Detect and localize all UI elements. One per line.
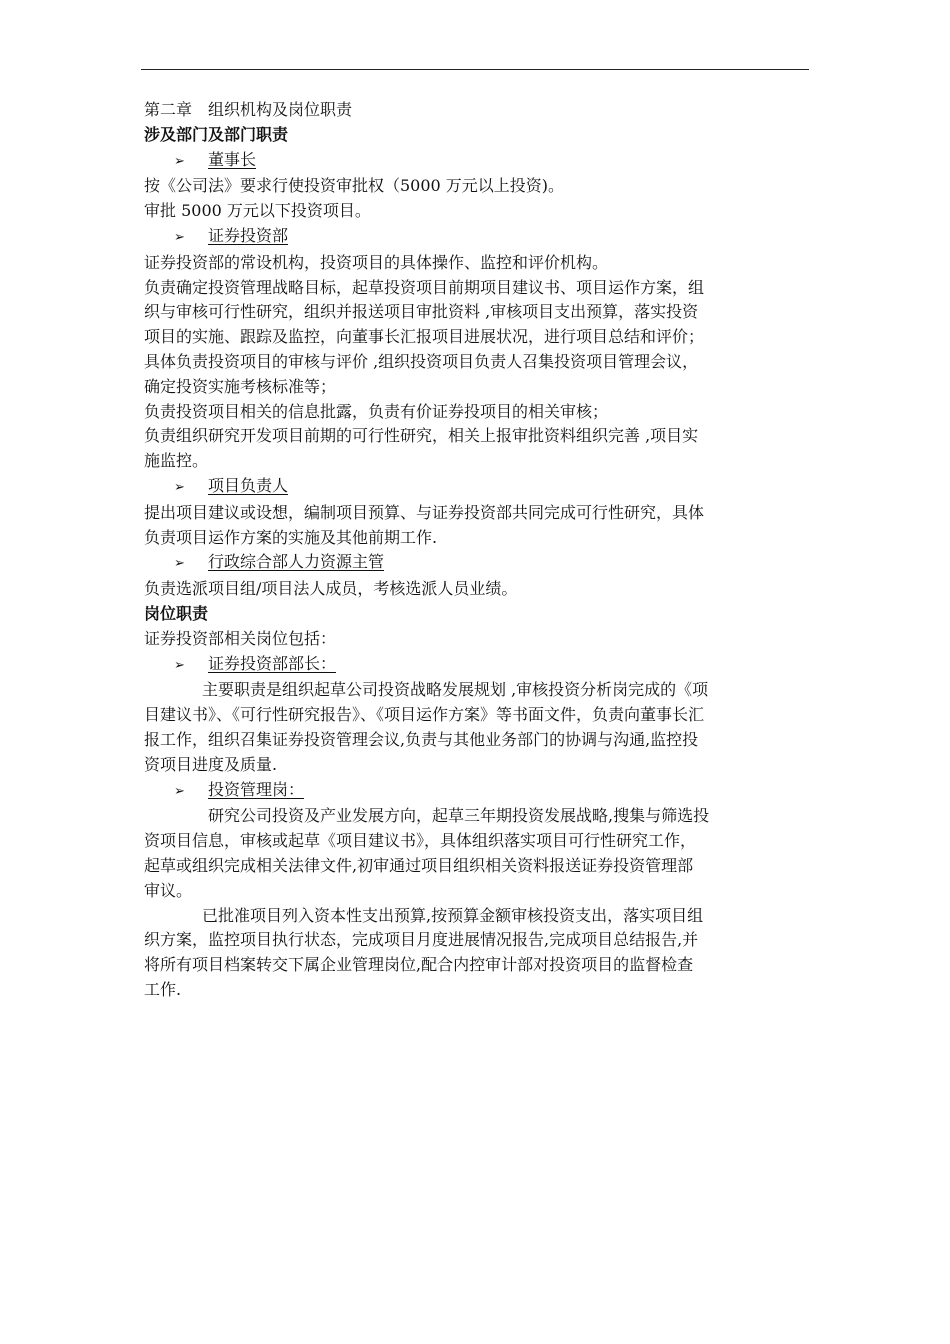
arrow-bullet-icon: ➢ <box>174 783 185 799</box>
text-line: 报工作，组织召集证券投资管理会议,负责与其他业务部门的协调与沟通,监控投 <box>144 729 699 749</box>
text-line: 施监控。 <box>144 451 209 471</box>
text-line: 织与审核可行性研究，组织并报送项目审批资料 ,审核项目支出预算，落实投资 <box>144 302 699 322</box>
bullet-label: 证券投资部部长： <box>208 653 337 673</box>
bullet-label: 董事长 <box>208 149 257 169</box>
document-body <box>144 98 812 1003</box>
bullet-securities-dept <box>144 224 812 251</box>
text-line: 资项目进度及质量. <box>144 754 278 774</box>
text-line: 负责投资项目相关的信息批露，负责有价证券投项目的相关审核； <box>144 401 609 421</box>
text-line: 具体负责投资项目的审核与评价 ,组织投资项目负责人召集投资项目管理会议， <box>144 351 699 371</box>
bullet-chairman <box>144 148 812 175</box>
text-line: 负责选派项目组/项目法人成员，考核选派人员业绩。 <box>144 579 518 599</box>
text-line: 确定投资实施考核标准等； <box>144 376 337 396</box>
arrow-bullet-icon: ➢ <box>174 153 185 169</box>
text-line: 证券投资部相关岗位包括： <box>144 628 337 648</box>
text-line: 将所有项目档案转交下属企业管理岗位,配合内控审计部对投资项目的监督检查 <box>144 955 694 975</box>
bullet-label: 证券投资部 <box>208 225 289 245</box>
arrow-bullet-icon: ➢ <box>174 657 185 673</box>
bullet-hr-supervisor <box>144 550 812 577</box>
bullet-label: 行政综合部人力资源主管 <box>208 552 385 572</box>
text-line: 提出项目建议或设想，编制项目预算、与证券投资部共同完成可行性研究，具体 <box>144 502 705 522</box>
text-line: 审议。 <box>144 880 193 900</box>
section-heading-positions: 岗位职责 <box>144 603 209 623</box>
chapter-title <box>144 98 812 123</box>
text-line: 证券投资部的常设机构，投资项目的具体操作、监控和评价机构。 <box>144 252 609 272</box>
bullet-dept-head <box>144 652 812 679</box>
text-line: 负责组织研究开发项目前期的可行性研究，相关上报审批资料组织完善 ,项目实 <box>144 426 699 446</box>
arrow-bullet-icon: ➢ <box>174 229 185 245</box>
text-line: 已批准项目列入资本性支出预算,按预算金额审核投资支出，落实项目组 <box>202 905 704 925</box>
text-line: 负责项目运作方案的实施及其他前期工作. <box>144 527 438 547</box>
section-heading-departments: 涉及部门及部门职责 <box>144 124 289 144</box>
text-line: 项目的实施、跟踪及监控，向董事长汇报项目进展状况，进行项目总结和评价； <box>144 327 705 347</box>
chapter-name: 组织机构及岗位职责 <box>208 100 353 119</box>
text-line: 起草或组织完成相关法律文件,初审通过项目组织相关资料报送证券投资管理部 <box>144 855 694 875</box>
text-line: 审批 5000 万元以下投资项目。 <box>144 201 371 221</box>
arrow-bullet-icon: ➢ <box>174 479 185 495</box>
bullet-project-lead <box>144 474 812 501</box>
bullet-investment-mgmt <box>144 778 812 805</box>
arrow-bullet-icon: ➢ <box>174 556 185 572</box>
bullet-label: 投资管理岗： <box>208 779 305 799</box>
text-line: 资项目信息，审核或起草《项目建议书》，具体组织落实项目可行性研究工作， <box>144 831 697 851</box>
text-line: 织方案，监控项目执行状态，完成项目月度进展情况报告,完成项目总结报告,并 <box>144 930 699 950</box>
header-rule <box>141 69 809 70</box>
text-line: 目建议书》、《可行性研究报告》、《项目运作方案》等书面文件，负责向董事长汇 <box>144 705 705 725</box>
text-line: 负责确定投资管理战略目标，起草投资项目前期项目建议书、项目运作方案，组 <box>144 277 705 297</box>
bullet-label: 项目负责人 <box>208 475 289 495</box>
text-line: 研究公司投资及产业发展方向，起草三年期投资发展战略,搜集与筛选投 <box>208 806 710 826</box>
text-line: 工作. <box>144 979 182 999</box>
text-line: 主要职责是组织起草公司投资战略发展规划 ,审核投资分析岗完成的《项 <box>202 680 709 700</box>
chapter-number: 第二章 <box>144 100 193 119</box>
text-line: 按《公司法》要求行使投资审批权（5000 万元以上投资)。 <box>144 176 565 196</box>
